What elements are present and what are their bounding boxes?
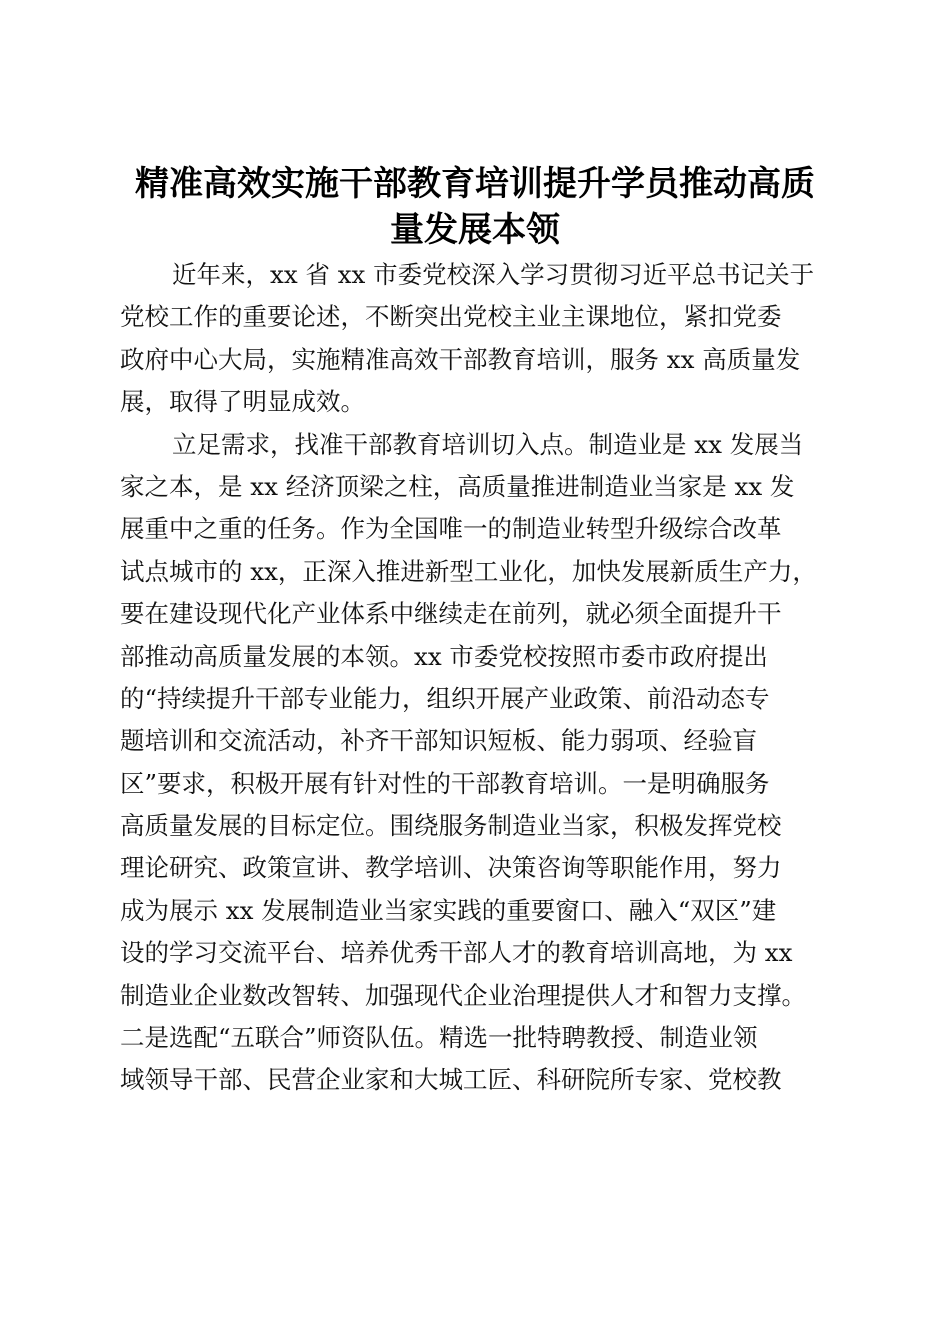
document-body bbox=[120, 254, 832, 1102]
paragraph-line: 的“持续提升干部专业能力，组织开展产业政策、前沿动态专 bbox=[120, 683, 770, 713]
paragraph-line: 理论研究、政策宣讲、教学培训、决策咨询等职能作用，努力 bbox=[120, 853, 782, 883]
paragraph-line: 展，取得了明显成效。 bbox=[120, 387, 365, 417]
paragraph-intro bbox=[120, 254, 832, 424]
paragraph-line: 党校工作的重要论述，不断突出党校主业主课地位，紧扣党委 bbox=[120, 302, 782, 332]
paragraph-line: 区”要求，积极开展有针对性的干部教育培训。一是明确服务 bbox=[120, 768, 770, 798]
paragraph-line: 政府中心大局，实施精准高效干部教育培训，服务 xx 高质量发 bbox=[120, 344, 801, 374]
paragraph-line: 试点城市的 xx，正深入推进新型工业化，加快发展新质生产力， bbox=[120, 556, 817, 586]
paragraph-line: 题培训和交流活动，补齐干部知识短板、能力弱项、经验盲 bbox=[120, 726, 757, 756]
title-line: 精准高效实施干部教育培训提升学员推动高质 bbox=[135, 163, 815, 204]
paragraph-line: 制造业企业数改智转、加强现代企业治理提供人才和智力支撑。 bbox=[120, 980, 806, 1010]
document-title bbox=[110, 161, 840, 253]
paragraph-line: 成为展示 xx 发展制造业当家实践的重要窗口、融入“双区”建 bbox=[120, 895, 777, 925]
paragraph-line: 家之本，是 xx 经济顶梁之柱，高质量推进制造业当家是 xx 发 bbox=[120, 471, 795, 501]
paragraph-line: 近年来，xx 省 xx 市委党校深入学习贯彻习近平总书记关于 bbox=[172, 260, 815, 289]
paragraph-line: 部推动高质量发展的本领。xx 市委党校按照市委市政府提出 bbox=[120, 641, 768, 671]
title-line: 量发展本领 bbox=[390, 209, 560, 250]
paragraph-line: 二是选配“五联合”师资队伍。精选一批特聘教授、制造业领 bbox=[120, 1023, 758, 1053]
paragraph-line: 立足需求，找准干部教育培训切入点。制造业是 xx 发展当 bbox=[172, 429, 804, 459]
paragraph-line: 高质量发展的目标定位。围绕服务制造业当家，积极发挥党校 bbox=[120, 811, 782, 841]
paragraph-line: 展重中之重的任务。作为全国唯一的制造业转型升级综合改革 bbox=[120, 514, 782, 544]
paragraph-line: 域领导干部、民营企业家和大城工匠、科研院所专家、党校教 bbox=[120, 1065, 782, 1095]
paragraph-demand bbox=[120, 424, 832, 1102]
paragraph-line: 设的学习交流平台、培养优秀干部人才的教育培训高地，为 xx bbox=[120, 938, 793, 968]
paragraph-line: 要在建设现代化产业体系中继续走在前列，就必须全面提升干 bbox=[120, 599, 782, 629]
